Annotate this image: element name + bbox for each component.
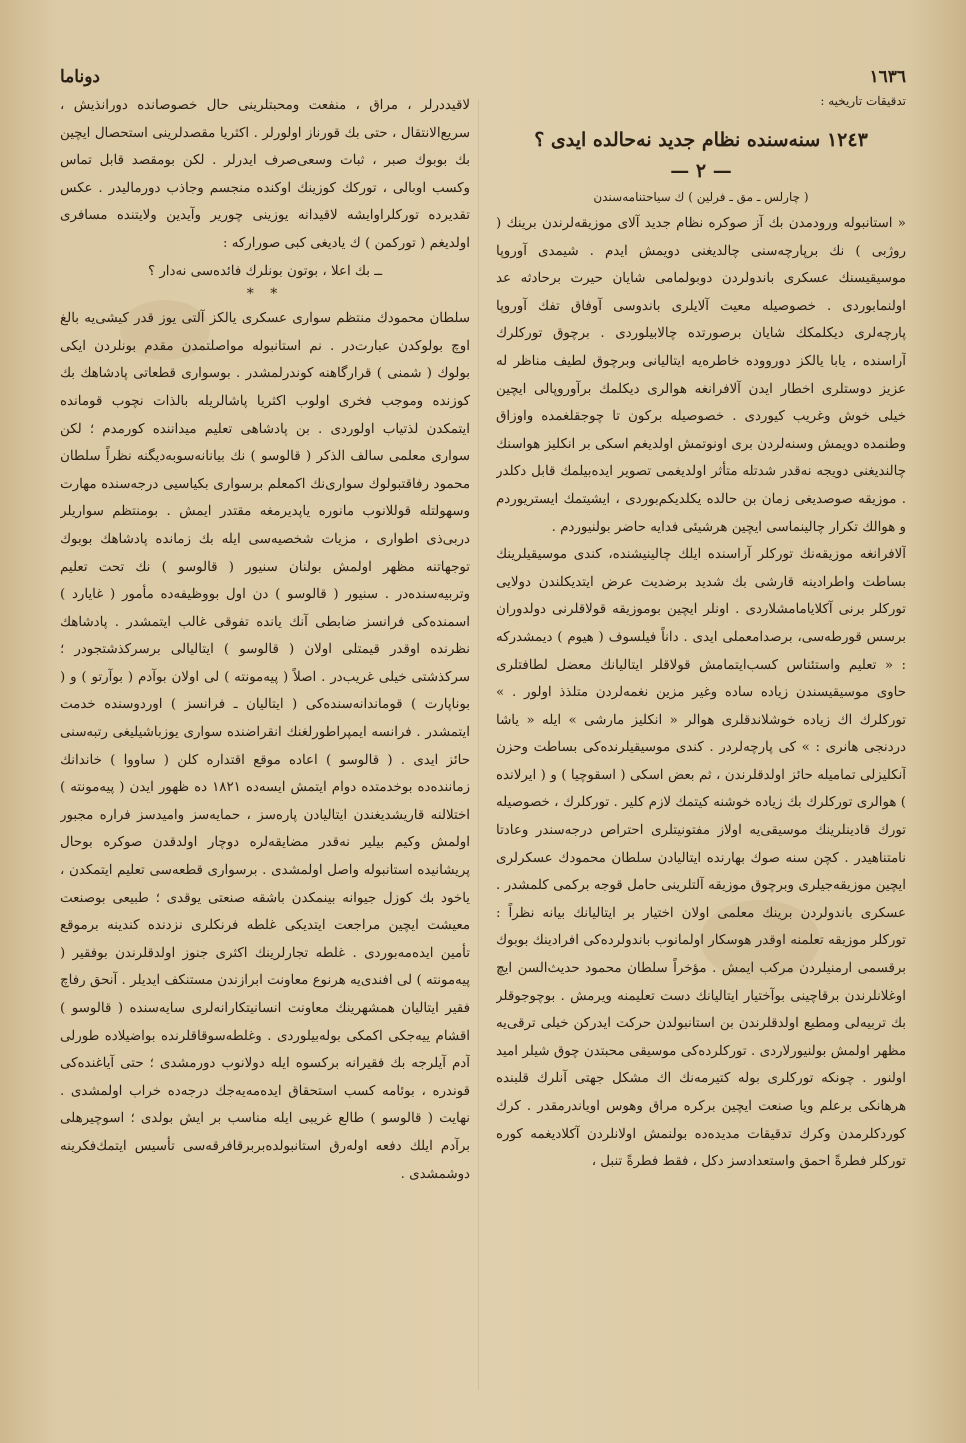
- quote-line: ــ بك اعلا ، بوتون بونلرك فائده‌سی نه‌دار ؟: [147, 263, 383, 279]
- paragraph: لاقیددرلر ، مراق ، منفعت ومحبتلرینی حال خصوصانده دورانذیش ، سریع‌الانتقال ، حتی بك قورناز اولورلر . اكثریا مقصدلرینی استحصال ایچین بك بوبوك صبر ، ثبات وسعی‌صرف ایدرلر . لكن بومقصد قابل تماس وكسب اوبالی ، توركك كوزینك اوكنده منجسم وجاذب دورمالیدر . عكس تقدیرده توركلراوایشه لاقیدانه یوزینی چوریر وآیدین ولایتنده مسافری اولدیغم ( توركمن ) ك یادیغی كبی صوراركه :: [60, 98, 470, 251]
- paragraph: آلافرانغه موزیقه‌نك توركلر آراسنده ایلك چالینیشنده، كندی موسیقیلرینك بساطت واطرادینه قارشی بك شدید برضدیت عرض ایتدیكلندن دولایی توركلر برنی آكلایامامشلاردی . اونلر ایچین بوموزیقه قولاقلرنی دولدوران برسس قورطه‌سی، برصدامعملی ایدی . داناً فیلسوف ( هیوم ) دیمشدركه : « تعلیم واستئناس كسب‌ایتمامش قولاقلر ایتالیانك معضل لطافتلری حاوی موسیقیسندن زیاده ساده وغیر مزین نغمه‌لردن متلذذ اولور . » توركلرك اك زیاده خوشلاندقلری هوالر « انكلیز مارشی » ایله « یاشا دردنجی هانری : » كی پارچه‌لردر . كندی موسیقیلرنده‌كی بساطت وحزن آنكلیزلی تمامیله حائز اولدقلرندن ، ثم بعض اسكی ( اسقوچیا ) و ( ایرلانده ) هوالری توركلرك بك زیاده خوشنه كیتمك لازم كلیر . توركلرك ، خصوصیله تورك قادینلرینك موسیقی‌یه اولاز مفتونیتلری احتراص درجه‌سندر وعادتا نامتناهیدر . كچن سنه صوك بهارنده ایتالیادن سلطان محمودك عسكرلری ایچین موزیقه‌جیلری وبرچوق موزیقه آلتلرینی حامل قوجه بركمی كلمشدر . عسكری باندولردن برینك معلمی اولان اختیار بر ایتالیانك بیانه نظراً : توركلر موزیقه تعلمنه اوقدر هوسكار اولمانوب باندولرده‌كی افرادینك بوبوك برقسمی ارمنیلردن مركب ایمش . مؤخراً سلطان محمود حدیث‌السن ایچ اوغلانلرندن برقاچینی بوآختیار ایتالیانك دست تعلیمنه ویرمش . بوچوجوقلر بك تربیه‌لی ومطیع اولدقلرندن بن استانبولدن حركت ایدركن خیلی ترقی‌یه مظهر اولمش بولنیورلاردی . توركلرده‌كی موسیقی محبتدن چوق شیلر امید اولنور . چونكه توركلری بوله كتیرمه‌نك اك مشكل جهتی آنلرك قلبنده هرهانكی برعلم ویا صنعت ایچین بركره مراق وهوس اویاندرمقدر . كرك كوردكلرمدن وكرك تدقیقات مدیده‌ده بولنمش اولانلردن آكلادیغمه كوره توركلر فطرةً احمق واستعدادسز دكل ، فقط فطرةً تنبل ،: [496, 547, 906, 1170]
- section-divider-stars: * *: [246, 286, 284, 303]
- left-column: [60, 92, 470, 1392]
- article-title: ١٢٤٣ سنه‌سنده نظام جدید نه‌حالده ایدی ؟: [534, 129, 868, 151]
- right-column: [496, 90, 906, 1390]
- part-number: — ٢ —: [670, 160, 732, 182]
- page-header: [60, 62, 906, 92]
- section-label: تدقیقات تاریخیه :: [820, 94, 906, 108]
- column-gutter: [478, 100, 479, 1390]
- paragraph: « استانبوله ورودمدن بك آز صوكره نظام جدید آلای موزیقه‌لرندن برینك ( روژبی ) نك برپارچه‌سنی چالدیغنی دویمش ایدم . شیمدی آوروپا موسیقیسنك عسكری باندولردن دوبولمامی شایان حیرت برحادثه عد اولنمابوردی . خصوصیله معیت آلایلری باندوسی آوفاق تفك آوروپا پارچه‌لری دیكلمكك شایان برصورتده چالابیلوردی . برچوق توركلرك آراسنده ، یابا یالكز دورووده خاطره‌یه ایتالیانی وبرچوق لطیف مناظر له عزیز دوستلری اخطار ایدن آلافرانغه هوالری دیكلمك برآوروپالی ایچین خیلی خوش وغریب كیوردی . خصوصیله بركون تا چوجقلغمده واوزاق وطنمده دویمش وسنه‌لردن بری اونوتمش اولدیغم اسكی بر انكلیز هواسنك چالندیغنی دویجه نه‌قدر شدتله متأثر اولدیغمی تصویر ایده‌بیلمك قابل دكلدر . موزیقه صوصدیغی زمان بن حالده یكلدیكم‌بوردی ، ایشیتمك ایستریوردم و هوالك تكرار چالینماسی ایچین هرشیئی فدایه حاضر بولنیوردم .: [496, 216, 906, 535]
- page-number: ١٦٣٦: [869, 67, 906, 87]
- paragraph: سلطان محمودك منتظم سواری عسكری یالكز آلتی یوز قدر كیشی‌یه بالغ اوچ بولوكدن عبارت‌در . نم استانبوله مواصلتمدن مقدم بونلردن ایكی بولوك ( شمنی ) قرارگاهنه كوندرلمشدر . بوسواری قطعاتی پادشاهك بك كوزنده وموجب فخری اولوب اكثریا پاشالریله بالذات نچوب قومانده ایتمكدن لذتیاب اولوردی . بن پادشاهی تعلیم میداننده كورمدم ؛ لكن سواری معلمی سالف الذكر ( قالوسو ) نك بیانانه‌سوبه‌دیگنه نظراً سلطان محمود رفاقتبولوك سواری‌نك اكمعلم برسواری بكیاسیی درجه‌سنده مهارت وسهولتله قوللانوب مانوره یاپدیرمغه مقتدر ایمش . بومنتظم سواریلر دربی‌ذی اطواری ، مزیات شخصیه‌سی ایله بك زمانده پادشاهك بوبوك توجهاتنه مظهر اولمش بولنان سنیور ( قالوسو ) نك تحت تعلیم وتربیه‌سنده‌در . سنیور ( قالوسو ) دن اول بووظیفه‌ده مأمور ( غایارد ) اسمنده‌كی فرانسز ضابطی آنك یانده تفوقی غالب ایتمشدر . پادشاهك نظرنده اوقدر قیمتلی اولان ( قالوسو ) ایتالیالی برسركذشتجودر ؛ سركذشتی خیلی غریب‌در . اصلاً ( پیه‌مونته ) لی اولان بوآدم ( بوآرتو ) و ( بوناپارت ) قوماندانه‌سنده‌كی ( ایتالیان ـ فرانسز ) اوردوسنده خدمت ایتمشدر . فرانسه ایمپراطورلغنك انقراضنده سواری یوزباشیلیغی رتبه‌سنی حائز ایدی . ( قالوسو ) اعاده موقع اقتداره كلن ( ساووا ) خاندانك زماننده‌ده بوخدمتده دوام ایتمش ایسه‌ده ١٨٢١ ده ظهور ایدن ( پیه‌مونته ) اختلالنه قاریشدیغندن ایتالیادن پاره‌سز ، حمایه‌سز وامیدسز فراره مجبور اولمش وكیم بیلیر نه‌قدر مضایقه‌لره دوچار اولدقدن صوكره بوحال پریشانیده استانبوله واصل اولمشدی . برسواری قطعه‌سی تعلیم ایتمكدن ، یاخود بك كوزل جیوانه بینمكدن باشقه صنعتی یوقدی ؛ طبیعی بوصنعت معیشت ایچین مراجعت ایتدیكی غلطه فرنكلری نزدنده كندینه برموقع تأمین ایده‌مه‌بوردی . غلطه تجارلرینك اكثری جنوز اولدقلرندن بوفقیر ( پیه‌مونته ) لی افندی‌یه هرنوع معاونت ابرازندن مستنكف ایدیلر . آنحق رفاچ فقیر ایتالیان همشهرینك معاونت انسانیتكارانه‌لری سایه‌سنده ( قالوسو ) اقشام ییه‌جكی اكمكی بوله‌بیلوردی . وغلطه‌سوقاقلرنده بواضیلاده طورلی آدم آیلرجه بك فقیرانه بركسوه ایله دولانوب دورمشدی ؛ حتی آیاغنده‌كی قوندره ، بوئامه كسب استحقاق ایده‌مه‌یه‌جك درجه‌ده خراب اولمشدی . نهایت ( قالوسو ) طالع غریبی ایله مناسب بر ایش بولدی ؛ اسوچیرهلی برآدم ایلك دفعه اوله‌رق استانبولده‌بربرقافرقه‌سی تأسیس ایتمك‌فكرینه دوشمشدی .: [60, 311, 470, 1182]
- article-subtitle: ( چارلس ـ مق ـ فرلین ) ك سیاحتنامه‌سندن: [593, 190, 809, 204]
- journal-name: دوناما: [60, 67, 100, 87]
